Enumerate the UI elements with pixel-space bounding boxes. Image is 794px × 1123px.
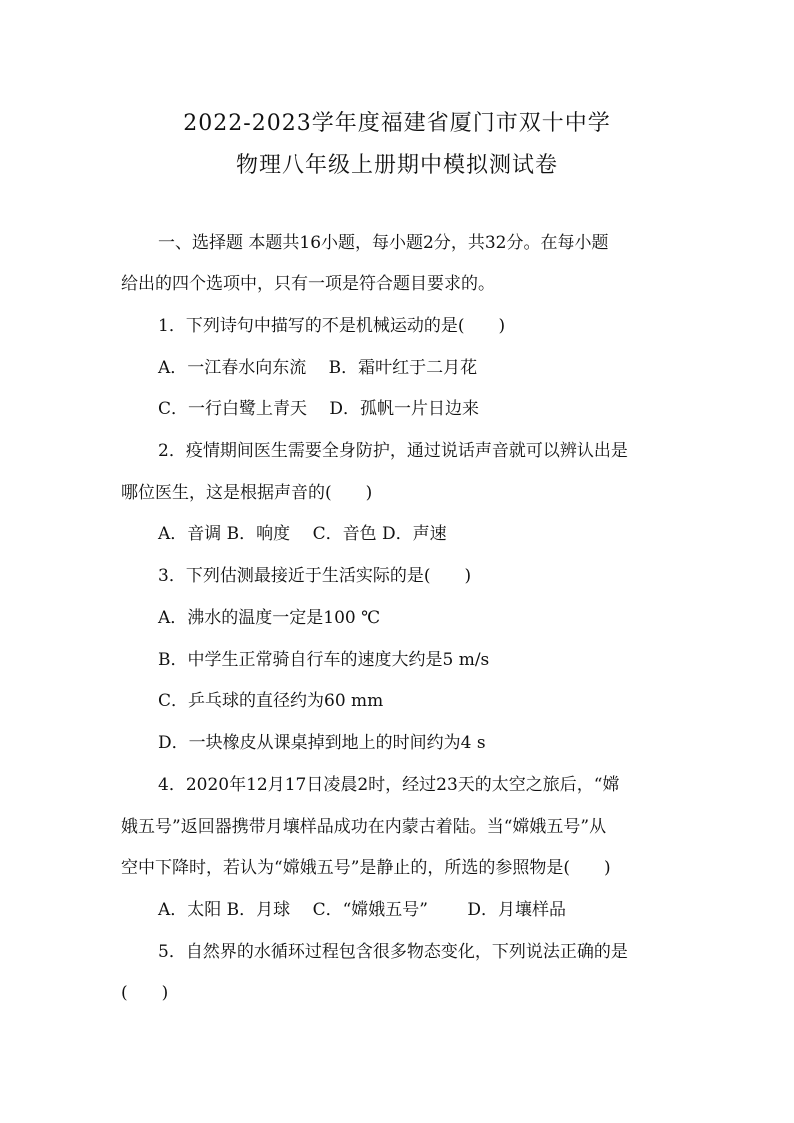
question-3-option-b: B．中学生正常骑自行车的速度大约是5 m/s	[158, 650, 490, 670]
question-3-stem: 3．下列估测最接近于生活实际的是( )	[158, 566, 472, 586]
question-1-options-ab: A．一江春水向东流 B．霜叶红于二月花	[158, 358, 478, 378]
question-1-stem: 1．下列诗句中描写的不是机械运动的是( )	[158, 316, 506, 336]
question-4-stem: 4．2020年12月17日凌晨2时，经过23天的太空之旅后，“嫦	[158, 775, 620, 795]
section-heading-continued: 给出的四个选项中，只有一项是符合题目要求的。	[121, 274, 495, 294]
question-1-options-cd: C．一行白鹭上青天 D．孤帆一片日边来	[158, 399, 480, 419]
question-4-options: A．太阳 B．月球 C．“嫦娥五号” D．月壤样品	[158, 900, 566, 920]
question-5-stem: 5．自然界的水循环过程包含很多物态变化，下列说法正确的是	[158, 942, 628, 962]
question-3-option-a: A．沸水的温度一定是100 ℃	[158, 608, 381, 628]
question-2-stem-continued: 哪位医生，这是根据声音的( )	[121, 483, 373, 503]
question-3-option-d: D．一块橡皮从课桌掉到地上的时间约为4 s	[158, 733, 486, 753]
question-4-stem-continued-1: 娥五号”返回器携带月壤样品成功在内蒙古着陆。当“嫦娥五号”从	[121, 817, 607, 837]
exam-title-line2: 物理八年级上册期中模拟测试卷	[235, 153, 558, 178]
question-2-options: A．音调 B．响度 C．音色 D．声速	[158, 524, 447, 544]
question-4-stem-continued-2: 空中下降时，若认为“嫦娥五号”是静止的，所选的参照物是( )	[121, 858, 611, 878]
question-5-stem-continued: ( )	[121, 983, 169, 1003]
exam-title-line1: 2022-2023学年度福建省厦门市双十中学	[183, 111, 611, 136]
question-2-stem: 2．疫情期间医生需要全身防护，通过说话声音就可以辨认出是	[158, 441, 628, 461]
question-3-option-c: C．乒乓球的直径约为60 mm	[158, 691, 384, 711]
section-heading: 一、选择题 本题共16小题，每小题2分，共32分。在每小题	[158, 233, 609, 253]
